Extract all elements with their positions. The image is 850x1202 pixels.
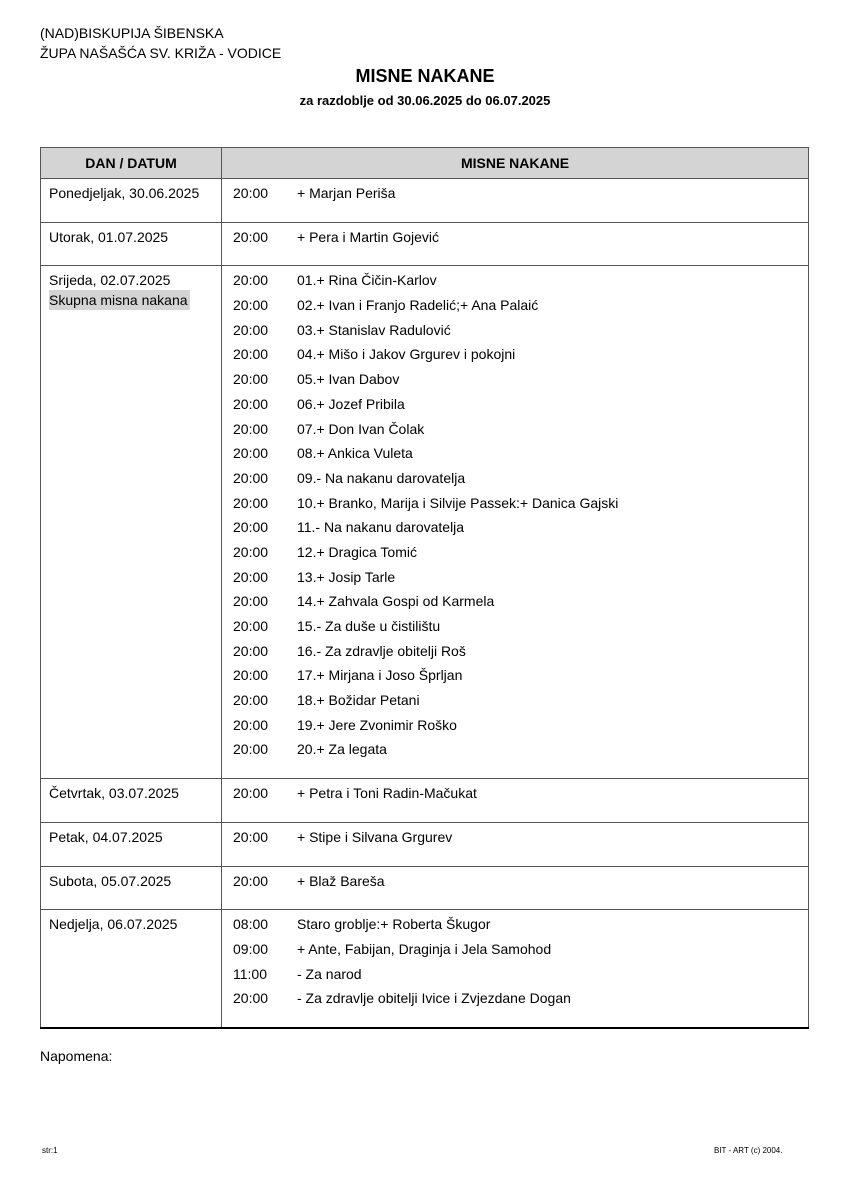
intention-text: 14.+ Zahvala Gospi od Karmela	[297, 593, 495, 610]
mass-time: 20:00	[233, 667, 269, 684]
intention-text: 03.+ Stanislav Radulović	[297, 321, 451, 338]
mass-time: 20:00	[233, 494, 269, 511]
mass-time: 20:00	[233, 593, 269, 610]
intention-text: 13.+ Josip Tarle	[297, 568, 396, 585]
intention-text: 15.- Za duše u čistilištu	[297, 618, 441, 634]
intention-text: 02.+ Ivan i Franjo Radelić;+ Ana Palaić	[297, 297, 539, 314]
day-cell	[41, 910, 222, 1028]
mass-time: 20:00	[233, 346, 269, 363]
day-date: Subota, 05.07.2025	[49, 872, 172, 889]
table-row	[41, 179, 809, 223]
intention-entry	[222, 517, 808, 542]
intention-entry	[222, 468, 808, 493]
intention-text: 06.+ Jozef Pribila	[297, 395, 405, 412]
intention-entry	[222, 739, 808, 764]
intention-text: 20.+ Za legata	[297, 741, 387, 758]
day-cell	[41, 222, 222, 266]
intention-text: + Blaž Bareša	[297, 872, 385, 889]
table-row	[41, 222, 809, 266]
intention-text: - Za narod	[297, 965, 362, 982]
intention-text: 12.+ Dragica Tomić	[297, 543, 417, 560]
mass-time: 20:00	[233, 828, 269, 845]
mass-time: 20:00	[233, 785, 269, 802]
day-date: Četvrtak, 03.07.2025	[49, 785, 179, 802]
table-row	[41, 266, 809, 779]
day-date: Srijeda, 02.07.2025	[49, 272, 171, 289]
intention-entry	[222, 394, 808, 419]
intention-text: Staro groblje:+ Roberta Škugor	[297, 916, 491, 933]
intention-entry	[222, 227, 808, 252]
mass-time: 20:00	[233, 321, 269, 338]
intention-entry	[222, 641, 808, 666]
mass-time: 20:00	[233, 445, 269, 462]
mass-time: 20:00	[233, 371, 269, 388]
day-cell	[41, 866, 222, 910]
mass-time: 08:00	[233, 916, 269, 933]
intention-text: 01.+ Rina Čičin-Karlov	[297, 272, 437, 289]
intention-text: + Petra i Toni Radin-Mačukat	[297, 785, 477, 802]
mass-time: 20:00	[233, 519, 269, 536]
intention-entry	[222, 616, 808, 641]
mass-time: 20:00	[233, 228, 269, 245]
mass-time: 20:00	[233, 716, 269, 733]
mass-time: 20:00	[233, 872, 269, 889]
intention-text: 05.+ Ivan Dabov	[297, 371, 400, 388]
mass-time: 20:00	[233, 543, 269, 560]
period-subtitle: za razdoblje od 30.06.2025 do 06.07.2025	[299, 93, 551, 108]
intention-text: 09.- Na nakanu darovatelja	[297, 469, 466, 486]
table-body	[41, 179, 809, 1028]
intention-entry	[222, 344, 808, 369]
intention-text: + Pera i Martin Gojević	[297, 228, 439, 245]
intention-entry	[222, 320, 808, 345]
intention-text: 11.- Na nakanu darovatelja	[297, 519, 465, 536]
intention-text: 04.+ Mišo i Jakov Grgurev i pokojni	[297, 346, 516, 363]
intentions-cell	[222, 910, 809, 1028]
intentions-cell	[222, 866, 809, 910]
mass-time: 20:00	[233, 741, 269, 758]
table-header-row	[41, 148, 809, 179]
copyright: BIT - ART (c) 2004.	[714, 1146, 783, 1155]
intention-entry	[222, 988, 808, 1013]
page-number: str:1	[42, 1146, 58, 1155]
intention-entry	[222, 783, 808, 808]
day-date: Ponedjeljak, 30.06.2025	[49, 185, 200, 201]
table-row	[41, 822, 809, 866]
intention-text: 18.+ Božidar Petani	[297, 692, 420, 709]
column-header-intentions: MISNE NAKANE	[222, 148, 809, 179]
intention-text: + Ante, Fabijan, Draginja i Jela Samohod	[297, 940, 552, 957]
mass-time: 20:00	[233, 618, 269, 634]
mass-time: 11:00	[233, 965, 267, 982]
intention-text: + Marjan Periša	[297, 185, 396, 201]
intention-text: + Stipe i Silvana Grgurev	[297, 828, 453, 845]
column-header-day: DAN / DATUM	[41, 148, 222, 179]
intention-entry	[222, 964, 808, 989]
table-row	[41, 910, 809, 1028]
intention-entry	[222, 567, 808, 592]
day-cell	[41, 779, 222, 823]
intention-entry	[222, 443, 808, 468]
intention-entry	[222, 939, 808, 964]
day-cell	[41, 179, 222, 223]
intentions-cell	[222, 179, 809, 223]
intentions-cell	[222, 266, 809, 779]
intention-text: 10.+ Branko, Marija i Silvije Passek:+ Danica Gajski	[297, 494, 619, 511]
mass-time: 20:00	[233, 692, 269, 709]
day-note: Skupna misna nakana	[49, 292, 188, 309]
mass-time: 20:00	[233, 642, 269, 659]
mass-time: 20:00	[233, 990, 269, 1007]
day-date: Utorak, 01.07.2025	[49, 228, 169, 245]
intention-entry	[222, 715, 808, 740]
intention-entry	[222, 827, 808, 852]
intentions-cell	[222, 222, 809, 266]
table-row	[41, 866, 809, 910]
intention-entry	[222, 270, 808, 295]
intentions-cell	[222, 779, 809, 823]
day-date: Petak, 04.07.2025	[49, 828, 163, 845]
note-label: Napomena:	[40, 1048, 113, 1064]
mass-time: 20:00	[233, 297, 269, 314]
intention-entry	[222, 369, 808, 394]
mass-time: 20:00	[233, 568, 269, 585]
intention-entry	[222, 690, 808, 715]
intention-text: 19.+ Jere Zvonimir Roško	[297, 716, 457, 733]
intention-entry	[222, 493, 808, 518]
intentions-cell	[222, 822, 809, 866]
page-title: MISNE NAKANE	[355, 66, 495, 86]
mass-time: 20:00	[233, 272, 269, 289]
intention-entry	[222, 183, 808, 208]
table-row	[41, 779, 809, 823]
diocese-name: (NAD)BISKUPIJA ŠIBENSKA	[40, 25, 224, 41]
intention-text: 07.+ Don Ivan Čolak	[297, 420, 425, 437]
intention-entry	[222, 871, 808, 896]
mass-time: 20:00	[233, 395, 269, 412]
intention-text: 16.- Za zdravlje obitelji Roš	[297, 642, 466, 659]
intention-entry	[222, 419, 808, 444]
intention-entry	[222, 591, 808, 616]
intention-entry	[222, 542, 808, 567]
intention-text: - Za zdravlje obitelji Ivice i Zvjezdane Dogan	[297, 990, 571, 1007]
day-date: Nedjelja, 06.07.2025	[49, 916, 178, 933]
day-cell	[41, 822, 222, 866]
mass-time: 20:00	[233, 185, 269, 201]
intention-text: 17.+ Mirjana i Joso Šprljan	[297, 667, 463, 684]
mass-time: 20:00	[233, 420, 269, 437]
day-cell	[41, 266, 222, 779]
intention-entry	[222, 295, 808, 320]
intention-entry	[222, 914, 808, 939]
intentions-table	[40, 147, 809, 1029]
parish-name: ŽUPA NAŠAŠĆA SV. KRIŽA - VODICE	[40, 45, 282, 61]
mass-time: 20:00	[233, 469, 269, 486]
mass-time: 09:00	[233, 940, 269, 957]
intention-text: 08.+ Ankica Vuleta	[297, 445, 413, 462]
intention-entry	[222, 665, 808, 690]
